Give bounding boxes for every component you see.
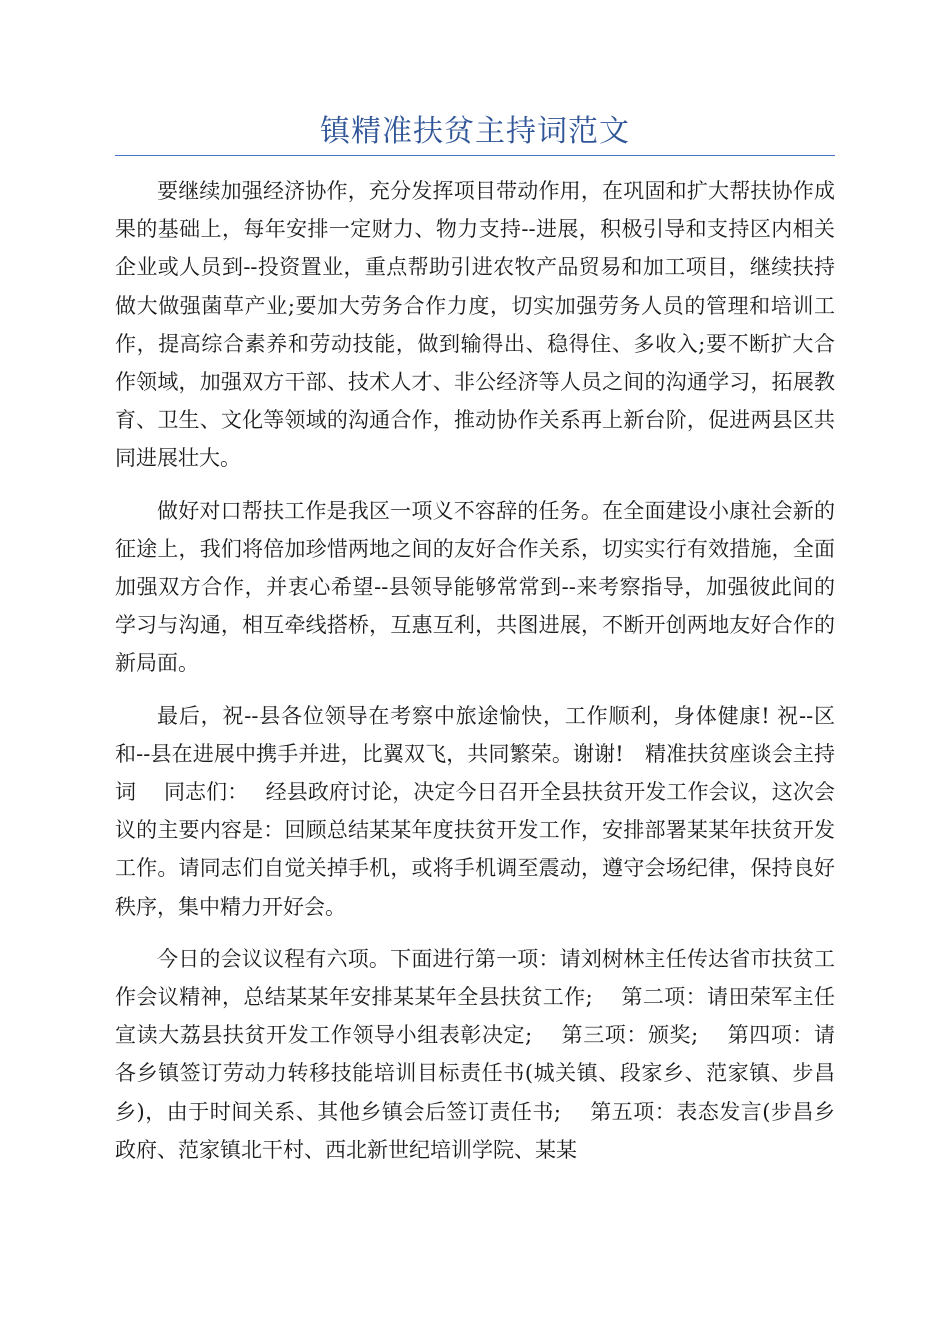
paragraph-cooperation: 要继续加强经济协作，充分发挥项目带动作用，在巩固和扩大帮扶协作成果的基础上，每年安排一定财力、物力支持--进展，积极引导和支持区内相关企业或人员到--投资置业，重点帮助引进农牧产品贸易和加工项目，继续扶持做大做强菌草产业;要加大劳务合作力度，切实加强劳务人员的管理和培训工作，提高综合素养和劳动技能，做到输得出、稳得住、多收入;要不断扩大合作领域，加强双方干部、技术人才、非公经济等人员之间的沟通学习，拓展教育、卫生、文化等领域的沟通合作，推动协作关系再上新台阶，促进两县区共同进展壮大。	[115, 179, 835, 471]
paragraph-closing-and-meeting-opening: 最后，祝--县各位领导在考察中旅途愉快，工作顺利，身体健康! 祝--区和--县在进展中携手并进，比翼双飞，共同繁荣。谢谢! 精准扶贫座谈会主持词 同志们： 经县政府讨论，决定今日召开全县扶贫开发工作会议，这次会议的主要内容是：回顾总结某某年度扶贫开发工作，安排部署某某年扶贫开发工作。请同志们自觉关掉手机，或将手机调至震动，遵守会场纪律，保持良好秩序，集中精力开好会。	[115, 703, 835, 919]
paragraph-meeting-agenda: 今日的会议议程有六项。下面进行第一项：请刘树林主任传达省市扶贫工作会议精神，总结某某年安排某某年全县扶贫工作; 第二项：请田荣军主任宣读大荔县扶贫开发工作领导小组表彰决定; 第三项：颁奖; 第四项：请各乡镇签订劳动力转移技能培训目标责任书(城关镇、段家乡、范家镇、步昌乡)，由于时间关系、其他乡镇会后签订责任书; 第五项：表态发言(步昌乡政府、范家镇北干村、西北新世纪培训学院、某某	[115, 946, 835, 1162]
title-underline	[115, 155, 835, 156]
document-body	[115, 172, 835, 1169]
paragraph-assistance-task: 做好对口帮扶工作是我区一项义不容辞的任务。在全面建设小康社会新的征途上，我们将倍加珍惜两地之间的友好合作关系，切实实行有效措施，全面加强双方合作，并衷心希望--县领导能够常常到--来考察指导，加强彼此间的学习与沟通，相互牵线搭桥，互惠互利，共图进展，不断开创两地友好合作的新局面。	[115, 498, 835, 676]
document-title: 镇精准扶贫主持词范文	[320, 114, 630, 149]
